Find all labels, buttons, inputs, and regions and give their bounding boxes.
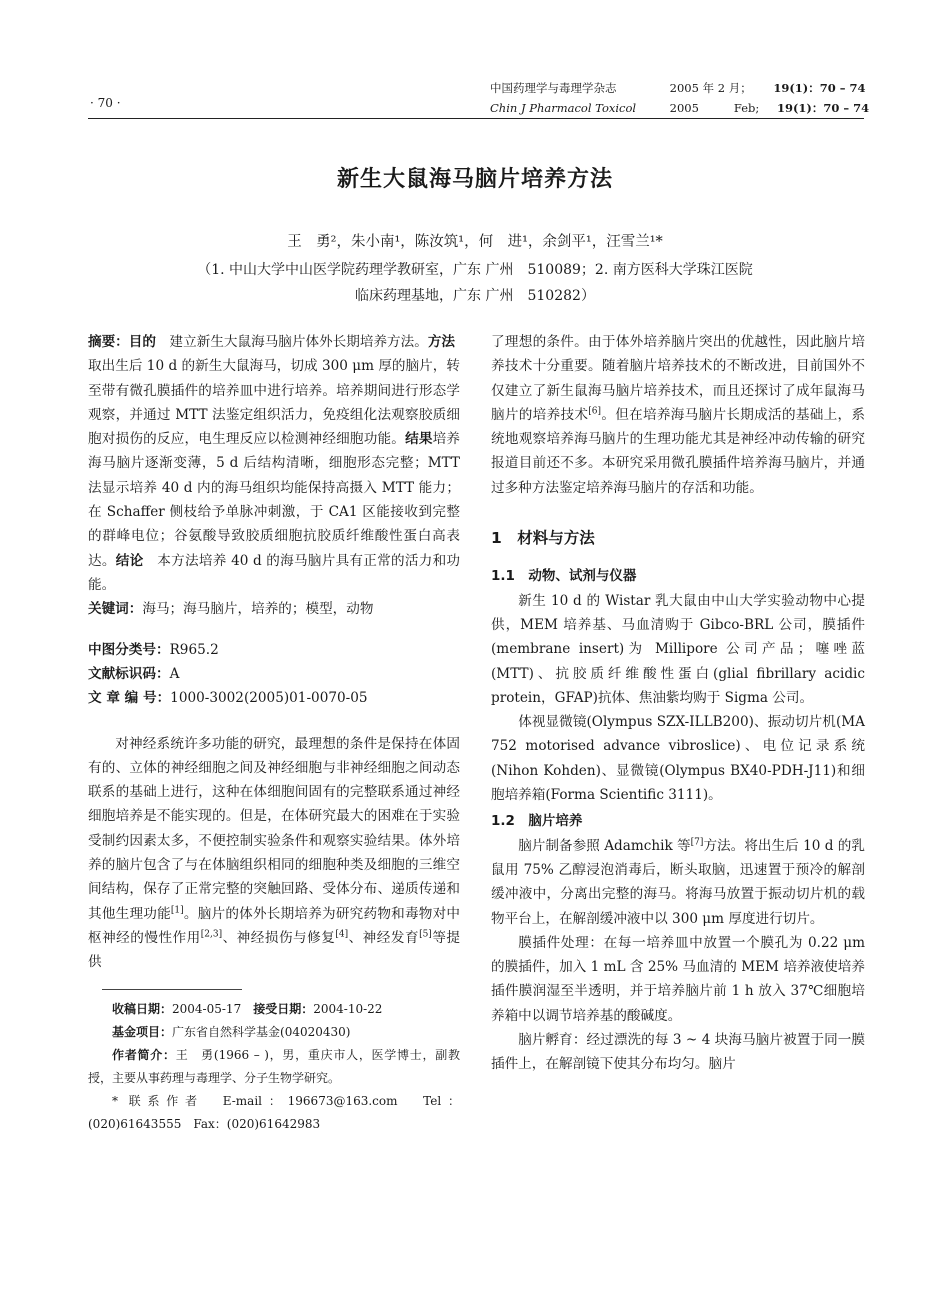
- doc-code-value: A: [169, 665, 180, 682]
- intro-paragraph: 了理想的条件。由于体外培养脑片突出的优越性，因此脑片培养技术十分重要。随着脑片培养技术的不断改进，目前国外不仅建立了新生鼠海马脑片培养技术，而且还探讨了成年鼠海马脑片的培养技术[6]。但在培养海马脑片长期成活的基础上，系统地观察培养海马脑片的生理功能尤其是神经冲动传输的研究报道目前还不多。本研究采用微孔膜插件培养海马脑片，并通过多种方法鉴定培养海马脑片的存活和功能。: [491, 334, 866, 496]
- fund-label: 基金项目：: [112, 1024, 173, 1039]
- footnote-rule: [102, 989, 242, 990]
- subsection-heading: 1.2 脑片培养: [491, 813, 583, 830]
- objective-text: 建立新生大鼠海马脑片体外长期培养方法。: [155, 334, 428, 350]
- citation: [5]: [419, 929, 432, 940]
- accepted-date: 2004-10-22: [313, 1001, 383, 1016]
- conclusion-label: 结论: [115, 552, 144, 569]
- keywords-text: 海马；海马脑片，培养的；模型，动物: [142, 601, 374, 618]
- body-paragraph: 脑片制备参照 Adamchik 等[7]方法。将出生后 10 d 的乳鼠用 75% 乙醇浸泡消毒后，断头取脑，迅速置于预冷的解剖缓冲液中，分离出完整的海马。将海马放置于振动切片机的载物平台上，在解剖缓冲液中以 300 μm 厚度进行切片。: [491, 837, 866, 927]
- volume-en: 19(1)：70 – 74: [776, 101, 870, 115]
- intro-paragraph: 对神经系统许多功能的研究，最理想的条件是保持在体固有的、立体的神经细胞之间及神经细胞与非神经细胞之间动态联系的基础上进行，这种在体细胞间固有的完整联系通过神经细胞培养是不能实现的。但是，在体研究最大的困难在于实验受制约因素太多，不便控制实验条件和观察实验结果。体外培养的脑片包含了与在体脑组织相同的细胞种类及细胞的三维空间结构，保存了正常完整的突触回路、受体分布、递质传递和其他生理功能[1]。脑片的体外长期培养为研究药物和毒物对中枢神经的慢性作用[2,3]、神经损伤与修复[4]、神经发育[5]等提供: [88, 735, 461, 971]
- classification-block: [88, 638, 460, 710]
- bio-label: 作者简介：: [112, 1047, 176, 1062]
- corresponding-author: * 联系作者 E-mail：196673@163.com Tel：(020)61643555 Fax：(020)61642983: [88, 1093, 460, 1131]
- subsection-heading: 1.1 动物、试剂与仪器: [491, 568, 637, 585]
- issue-date-cn: 2005 年 2 月；: [669, 81, 752, 95]
- keywords: [88, 597, 460, 621]
- page-number: · 70 ·: [90, 96, 121, 110]
- clc-value: R965.2: [169, 641, 219, 658]
- body-paragraph: 体视显微镜(Olympus SZX-ILLB200)、振动切片机(MA 752 motorised advance vibroslice)、电位记录系统(Nihon Kohden)、显微镜(Olympus BX40-PDH-J11)和细胞培养箱(Forma Scientific 3111)。: [491, 714, 865, 804]
- body-paragraph: 新生 10 d 的 Wistar 乳大鼠由中山大学实验动物中心提供，MEM 培养基、马血清购于 Gibco-BRL 公司，膜插件(membrane insert)为 Millipore 公司产品；噻唑蓝(MTT)、抗胶质纤维酸性蛋白(glial fibrillary acidic protein，GFAP)抗体、焦油紫均购于 Sigma 公司。: [491, 592, 865, 706]
- conclusion-text: 本方法培养 40 d 的海马脑片具有正常的活力和功能。: [88, 552, 461, 593]
- body-paragraph: 脑片孵育：经过漂洗的每 3 ~ 4 块海马脑片被置于同一膜插件上，在解剖镜下使其分布均匀。脑片: [491, 1032, 865, 1073]
- journal-name-en: Chin J Pharmacol Toxicol: [490, 101, 637, 115]
- citation: [1]: [170, 905, 184, 916]
- fund-value: 广东省自然科学基金(04020430): [172, 1024, 351, 1039]
- journal-name-cn: 中国药理学与毒理学杂志: [490, 81, 617, 95]
- year-en: 2005: [669, 101, 699, 115]
- body-paragraph: 膜插件处理：在每一培养皿中放置一个膜孔为 0.22 μm 的膜插件，加入 1 mL 含 25% 马血清的 MEM 培养液使培养插件膜润湿至半透明，并于培养脑片前 1 h 放入 37℃细胞培养箱中以调节培养基的酸碱度。: [491, 934, 865, 1024]
- footnotes: [88, 998, 460, 1136]
- doc-code-label: 文献标识码：: [88, 665, 170, 682]
- section-heading: 1 材料与方法: [491, 529, 595, 548]
- abstract: [88, 330, 469, 597]
- month-en: Feb;: [733, 101, 760, 115]
- citation: [6]: [588, 406, 602, 417]
- method-label: 方法: [427, 334, 456, 350]
- article-number-label: 文 章 编 号：: [88, 689, 171, 706]
- citation: [2,3]: [200, 929, 223, 940]
- received-label: 收稿日期：: [112, 1001, 173, 1016]
- accepted-label: 接受日期：: [253, 1001, 314, 1016]
- received-date: 2004-05-17: [172, 1001, 254, 1016]
- citation: [7]: [690, 837, 704, 848]
- objective-label: 目的: [128, 334, 156, 350]
- affiliation: [0, 257, 950, 309]
- result-text: 培养海马脑片逐渐变薄，5 d 后结构清晰，细胞形态完整；MTT 法显示培养 40 d 内的海马组织均能保持高摄入 MTT 能力；在 Schaffer 侧枝给予单脉冲刺激，于 CA1 区能接收到完整的群峰电位；谷氨酸导致胶质细胞抗胶质纤维酸性蛋白高表达。: [88, 431, 461, 569]
- citation: [4]: [335, 929, 349, 940]
- keywords-label: 关键词：: [88, 601, 143, 618]
- result-label: 结果: [405, 431, 433, 448]
- author-list: 王 勇²，朱小南¹，陈汝筑¹，何 进¹，余剑平¹，汪雪兰¹*: [287, 234, 663, 250]
- volume-cn: 19(1)：70 – 74: [773, 81, 866, 95]
- method-text: 取出生后 10 d 的新生大鼠海马，切成 300 μm 厚的脑片，转至带有微孔膜插件的培养皿中进行培养。培养期间进行形态学观察，并通过 MTT 法鉴定组织活力，免疫组化法观察胶质细胞对损伤的反应，电生理反应以检测神经细胞功能。: [88, 334, 469, 448]
- affiliation-line: （1. 中山大学中山医学院药理学教研室，广东 广州 510089；2. 南方医科大学珠江医院: [197, 262, 753, 278]
- abstract-label: 摘要：: [88, 334, 129, 350]
- affiliation-line: 临床药理基地，广东 广州 510282）: [355, 288, 595, 304]
- article-title: 新生大鼠海马脑片培养方法: [336, 167, 613, 192]
- left-column: [88, 330, 469, 1136]
- bio-value: 王 勇(1966 – )，男，重庆市人，医学博士，副教授，主要从事药理与毒理学、分子生物学研究。: [88, 1047, 460, 1085]
- header-rule: [88, 118, 864, 119]
- running-header: [490, 78, 869, 118]
- article-number-value: 1000-3002(2005)01-0070-05: [170, 689, 368, 706]
- right-column: [491, 330, 865, 1077]
- clc-label: 中图分类号：: [88, 641, 170, 658]
